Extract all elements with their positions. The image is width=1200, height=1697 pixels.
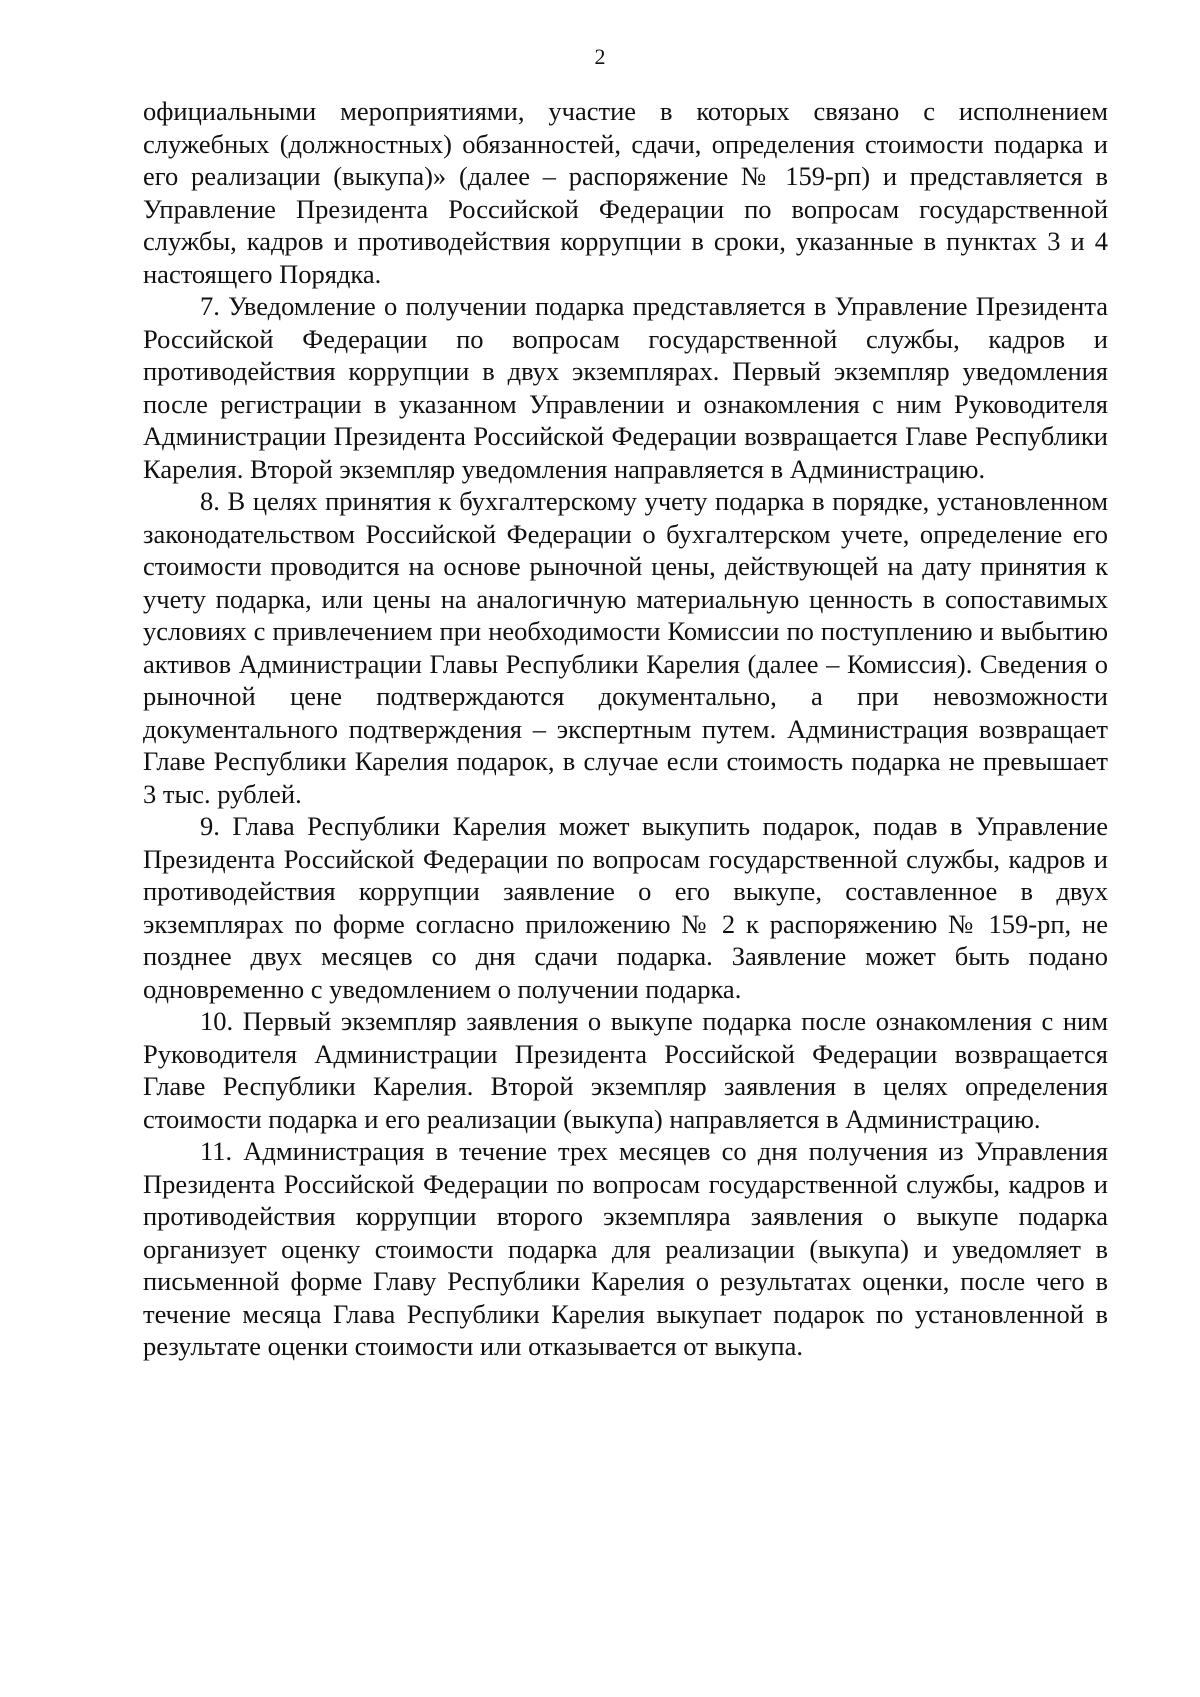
paragraph-continuation: официальными мероприятиями, участие в которых связано с исполнением служебных (должностных) обязанностей, сдачи, определения стоимости подарка и его реализации (выкупа)» (далее – распоряжение № 159-рп) и представляется в Управление Президента Российской Федерации по вопросам государственной службы, кадров и противодействия коррупции в сроки, указанные в пунктах 3 и 4 настоящего Порядка.	[143, 96, 1108, 289]
paragraph-item-9: 9. Глава Республики Карелия может выкупить подарок, подав в Управление Президента Российской Федерации по вопросам государственной службы, кадров и противодействия коррупции заявление о его выкупе, составленное в двух экземплярах по форме согласно приложению № 2 к распоряжению № 159-рп, не позднее двух месяцев со дня сдачи подарка. Заявление может быть подано одновременно с уведомлением о получении подарка.	[143, 811, 1108, 1004]
paragraph-item-11: 11. Администрация в течение трех месяцев со дня получения из Управления Президента Российской Федерации по вопросам государственной службы, кадров и противодействия коррупции второго экземпляра заявления о выкупе подарка организует оценку стоимости подарка для реализации (выкупа) и уведомляет в письменной форме Главу Республики Карелия о результатах оценки, после чего в течение месяца Глава Республики Карелия выкупает подарок по установленной в результате оценки стоимости или отказывается от выкупа.	[143, 1136, 1108, 1361]
paragraph-item-8: 8. В целях принятия к бухгалтерскому учету подарка в порядке, установленном законодательством Российской Федерации о бухгалтерском учете, определение его стоимости проводится на основе рыночной цены, действующей на дату принятия к учету подарка, или цены на аналогичную материальную ценность в сопоставимых условиях с привлечением при необходимости Комиссии по поступлению и выбытию активов Администрации Главы Республики Карелия (далее – Комиссия). Сведения о рыночной цене подтверждаются документально, а при невозможности документального подтверждения – экспертным путем. Администрация возвращает Главе Республики Карелия подарок, в случае если стоимость подарка не превышает 3 тыс. рублей.	[143, 486, 1108, 809]
page-number: 2	[594, 44, 606, 69]
paragraph-item-10: 10. Первый экземпляр заявления о выкупе подарка после ознакомления с ним Руководителя Администрации Президента Российской Федерации возвращается Главе Республики Карелия. Второй экземпляр заявления в целях определения стоимости подарка и его реализации (выкупа) направляется в Администрацию.	[143, 1006, 1108, 1134]
paragraph-item-7: 7. Уведомление о получении подарка представляется в Управление Президента Российской Федерации по вопросам государственной службы, кадров и противодействия коррупции в двух экземплярах. Первый экземпляр уведомления после регистрации в указанном Управлении и ознакомления с ним Руководителя Администрации Президента Российской Федерации возвращается Главе Республики Карелия. Второй экземпляр уведомления направляется в Администрацию.	[143, 291, 1108, 484]
document-body	[143, 95, 1108, 1363]
